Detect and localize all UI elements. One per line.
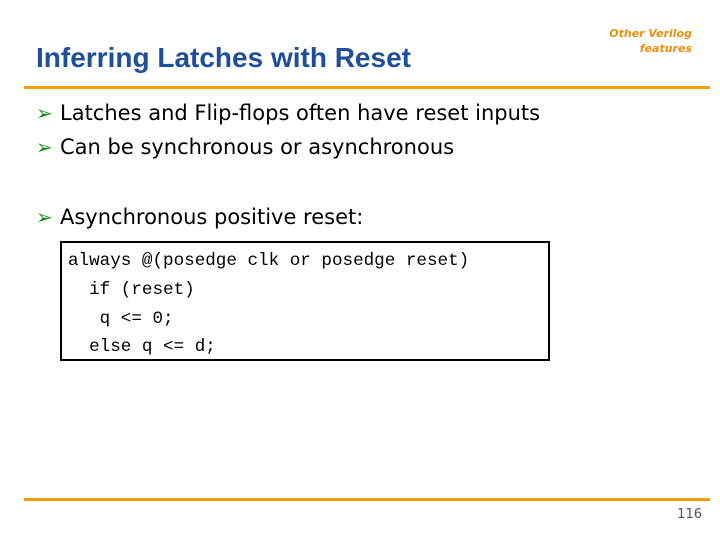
bullet-text: Can be synchronous or asynchronous (60, 135, 455, 159)
bullet-text: Asynchronous positive reset: (60, 205, 364, 229)
section-tag-line-1: Other Verilog (609, 27, 692, 40)
code-line: q <= 0; (68, 309, 174, 329)
top-divider (24, 86, 710, 89)
section-tag (609, 26, 692, 56)
arrow-bullet-icon: ➢ (36, 135, 53, 159)
code-line: if (reset) (68, 280, 195, 300)
section-tag-line-2: features (639, 42, 692, 55)
page-number: 116 (677, 507, 702, 522)
bottom-divider (24, 498, 710, 501)
arrow-bullet-icon: ➢ (36, 205, 53, 229)
bullet-item (36, 130, 540, 164)
slide-title: Inferring Latches with Reset (36, 42, 411, 73)
bullet-list (36, 96, 540, 234)
bullet-item (36, 200, 540, 234)
bullet-text: Latches and Flip-flops often have reset inputs (60, 101, 541, 125)
code-line: else q <= d; (68, 337, 216, 357)
code-block (60, 241, 550, 361)
code-line: always @(posedge clk or posedge reset) (68, 251, 470, 271)
arrow-bullet-icon: ➢ (36, 101, 53, 125)
bullet-item (36, 96, 540, 130)
